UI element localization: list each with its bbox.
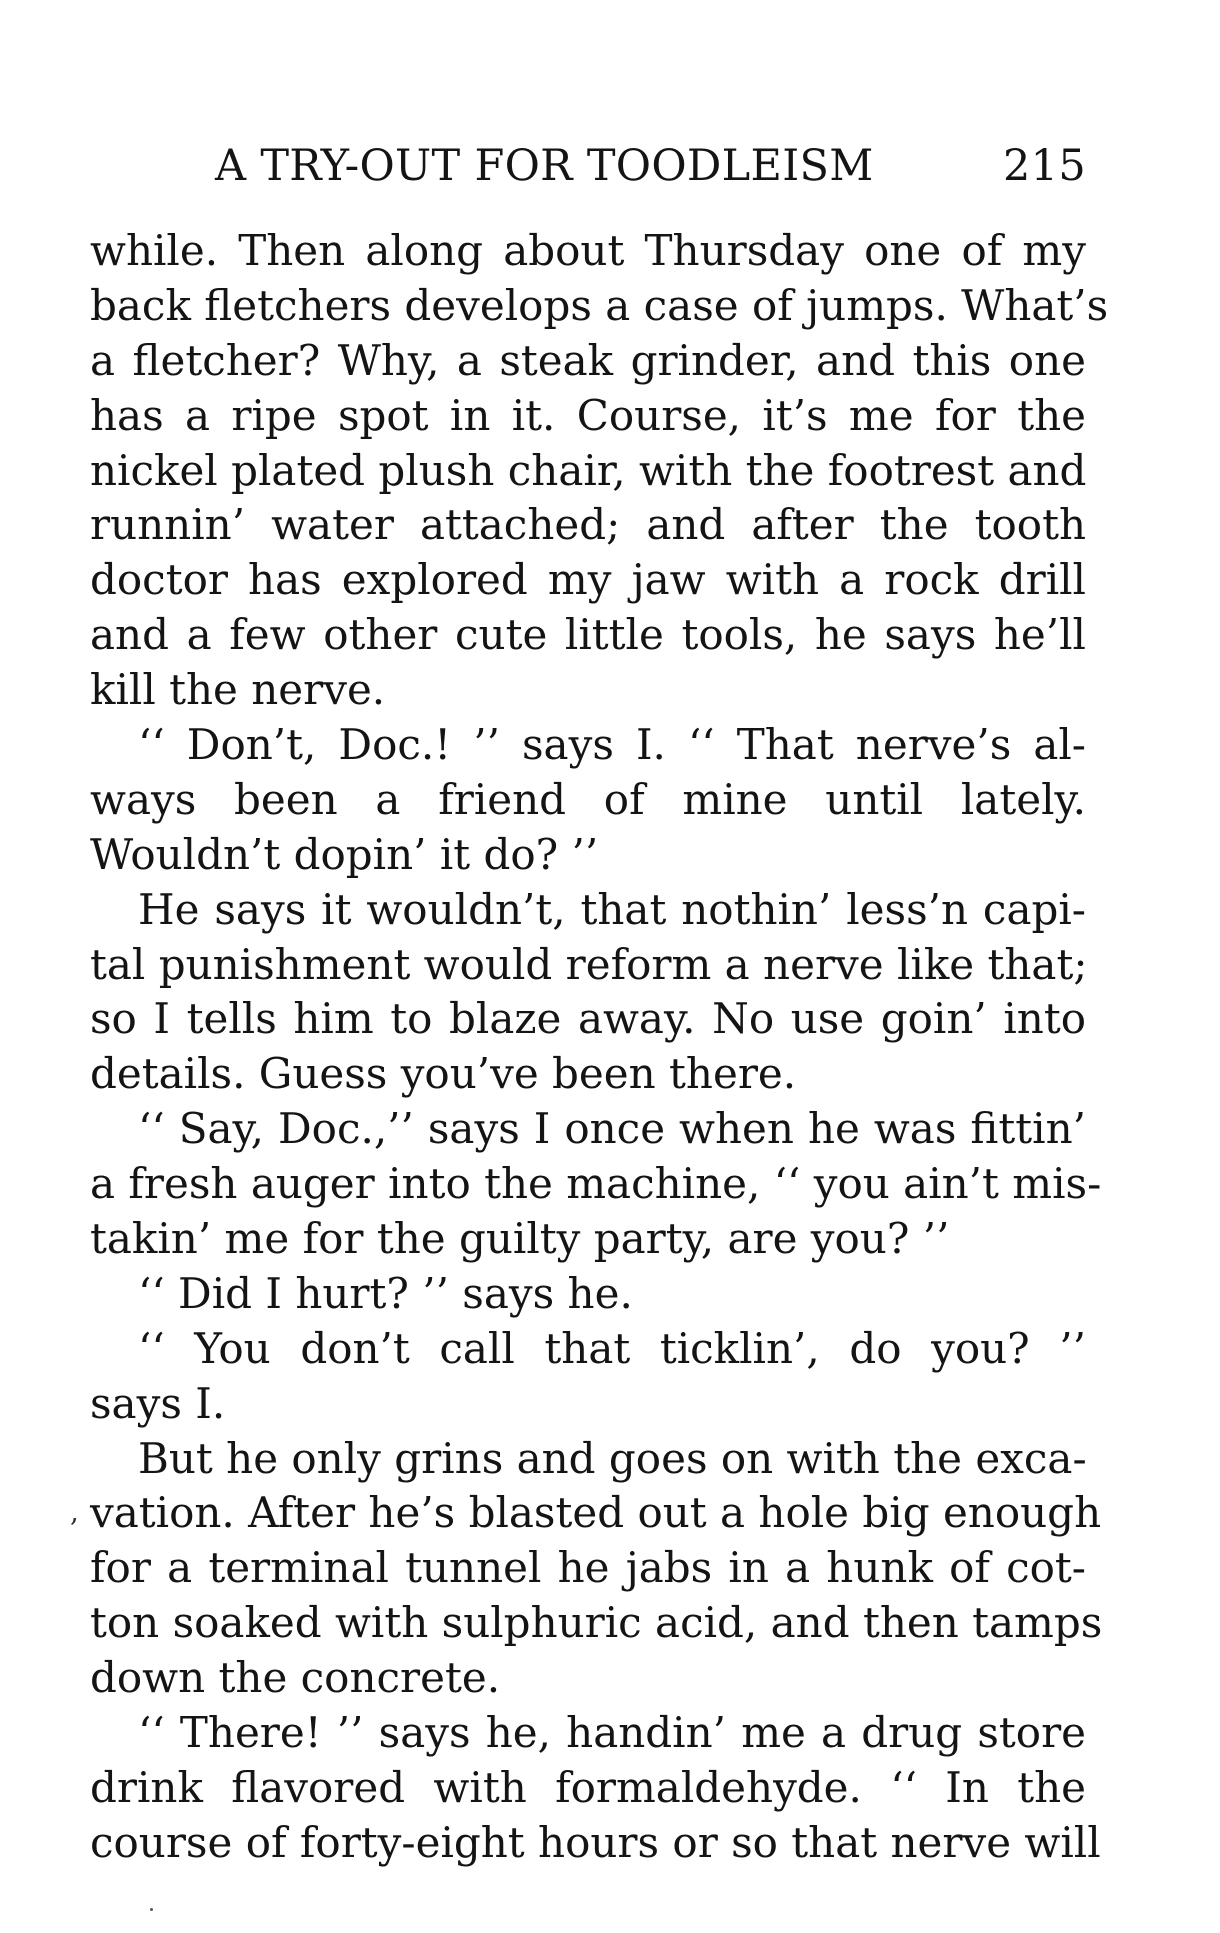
text-line: says I. [90,1378,226,1428]
text-line: Wouldn’t dopin’ it do? ’’ [90,829,599,879]
text-line: for a terminal tunnel he jabs in a hunk of cot- [90,1543,1086,1593]
body-text [90,224,1109,1871]
text-line: and a few other cute little tools, he says he’ll [90,610,1086,660]
text-line: has a ripe spot in it. Course, it’s me for the [90,390,1086,440]
running-header [90,136,1086,196]
text-line: while. Then along about Thursday one of my [90,226,1086,275]
text-line: doctor has explored my jaw with a rock drill [90,555,1086,605]
text-line: He says it wouldn’t, that nothin’ less’n capi- [138,884,1086,934]
text-line: ton soaked with sulphuric acid, and then tamps [90,1598,1103,1648]
text-line: tal punishment would reform a nerve like that; [90,939,1088,989]
text-line: vation. After he’s blasted out a hole big enough [90,1488,1102,1538]
text-line: a fletcher? Why, a steak grinder, and this one [90,335,1086,385]
text-line: nickel plated plush chair, with the footrest and [90,445,1087,495]
text-line: takin’ me for the guilty party, are you? ’’ [90,1214,950,1264]
text-line: a fresh auger into the machine, ‘‘ you ain’t mis- [90,1159,1102,1209]
ink-speck [150,1908,153,1911]
text-line: ‘‘ You don’t call that ticklin’, do you? ’’ [138,1323,1086,1373]
text-line: ‘‘ Don’t, Doc.! ’’ says I. ‘‘ That nerve’s al- [138,720,1086,770]
text-line: down the concrete. [90,1653,501,1703]
text-line: runnin’ water attached; and after the tooth [90,500,1086,550]
text-line: back fletchers develops a case of jumps. What’s [90,280,1109,330]
page-number: 215 [1003,141,1086,191]
margin-mark: , [70,1495,79,1528]
text-line: ways been a friend of mine until lately. [90,774,1086,824]
text-line: ‘‘ Did I hurt? ’’ says he. [138,1268,633,1318]
text-line: details. Guess you’ve been there. [90,1049,797,1099]
running-title: A TRY-OUT FOR TOODLEISM [215,141,874,191]
text-line: course of forty-eight hours or so that nerve will [90,1817,1101,1867]
text-line: so I tells him to blaze away. No use goin’ into [90,994,1086,1044]
text-line: But he only grins and goes on with the exca- [138,1433,1087,1483]
text-line: kill the nerve. [90,665,386,715]
text-line: ‘‘ There! ’’ says he, handin’ me a drug store [138,1708,1086,1758]
text-line: ‘‘ Say, Doc.,’’ says I once when he was fittin’ [138,1104,1086,1154]
text-line: drink flavored with formaldehyde. ‘‘ In the [90,1762,1086,1812]
